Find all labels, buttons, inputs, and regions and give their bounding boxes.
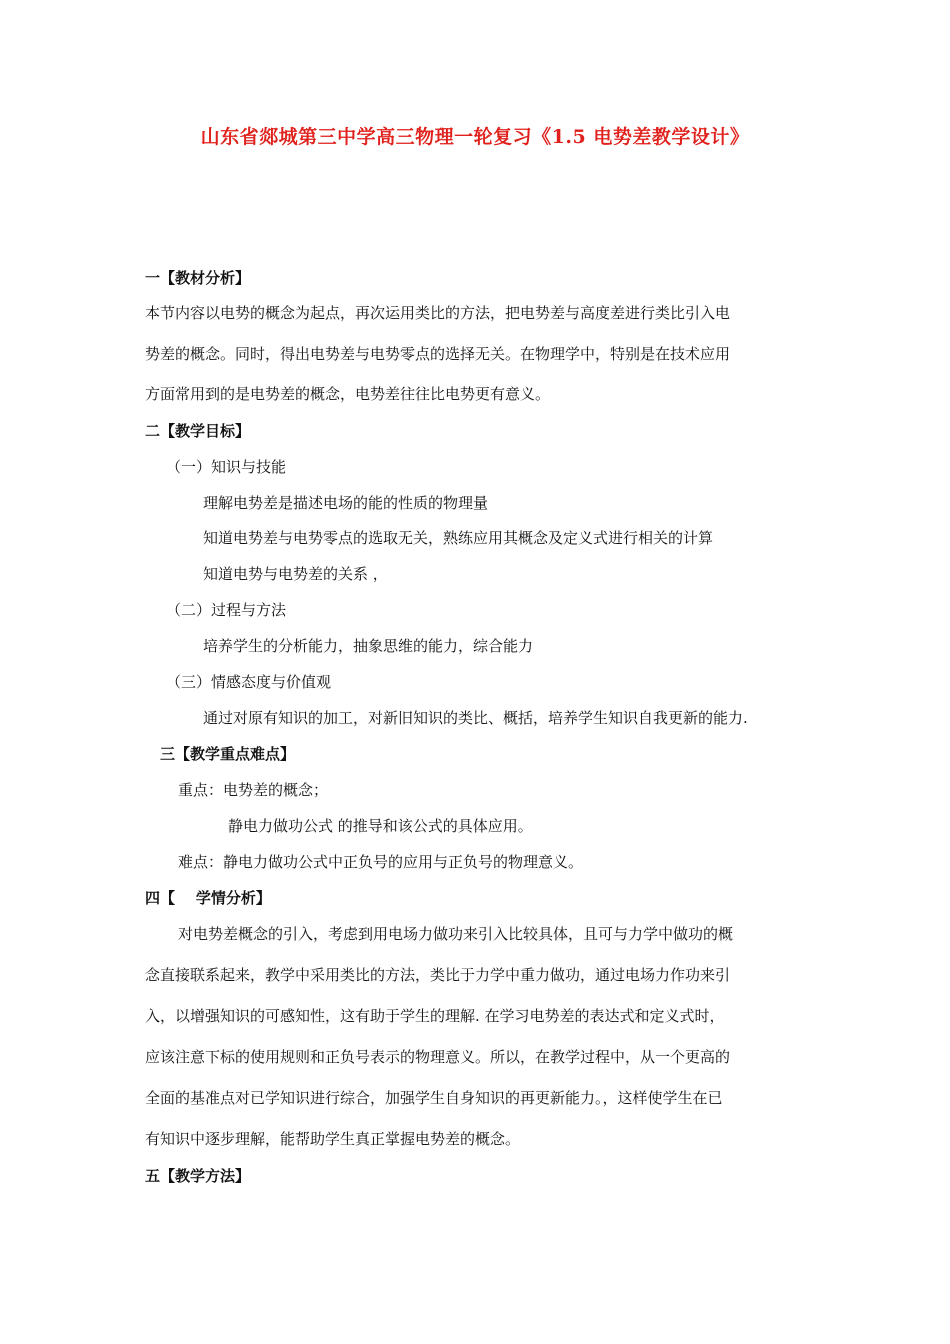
key-point: 重点：电势差的概念； bbox=[178, 781, 329, 799]
paragraph-line: 势差的概念。同时，得出电势差与电势零点的选择无关。在物理学中，特别是在技术应用 bbox=[145, 345, 731, 363]
list-item: 理解电势差是描述电场的能的性质的物理量 bbox=[203, 494, 489, 512]
paragraph-line: 念直接联系起来，教学中采用类比的方法，类比于力学中重力做功，通过电场力作功来引 bbox=[145, 966, 731, 984]
subheading: （二）过程与方法 bbox=[166, 601, 287, 619]
paragraph-line: 全面的基准点对已学知识进行综合，加强学生自身知识的再更新能力。，这样使学生在已 bbox=[145, 1089, 723, 1107]
key-point: 静电力做功公式 的推导和该公式的具体应用。 bbox=[228, 817, 533, 835]
paragraph-line: 本节内容以电势的概念为起点，再次运用类比的方法，把电势差与高度差进行类比引入电 bbox=[145, 304, 731, 322]
section-heading-3: 三【教学重点难点】 bbox=[160, 745, 296, 763]
subheading: （一）知识与技能 bbox=[166, 458, 287, 476]
list-item: 培养学生的分析能力，抽象思维的能力，综合能力 bbox=[203, 637, 534, 655]
paragraph-line: 应该注意下标的使用规则和正负号表示的物理意义。所以，在教学过程中，从一个更高的 bbox=[145, 1048, 731, 1066]
section-heading-1: 一【教材分析】 bbox=[145, 269, 251, 287]
subheading: （三）情感态度与价值观 bbox=[166, 673, 332, 691]
difficulty-point: 难点：静电力做功公式中正负号的应用与正负号的物理意义。 bbox=[178, 853, 584, 871]
document-title: 山东省郯城第三中学高三物理一轮复习《1.5 电势差教学设计》 bbox=[200, 126, 750, 148]
list-item: 通过对原有知识的加工，对新旧知识的类比、概括，培养学生知识自我更新的能力. bbox=[203, 709, 748, 727]
paragraph-line: 对电势差概念的引入，考虑到用电场力做功来引入比较具体，且可与力学中做功的概 bbox=[178, 925, 734, 943]
section-heading-5: 五【教学方法】 bbox=[145, 1167, 251, 1185]
paragraph-line: 有知识中逐步理解，能帮助学生真正掌握电势差的概念。 bbox=[145, 1130, 521, 1148]
list-item: 知道电势差与电势零点的选取无关，熟练应用其概念及定义式进行相关的计算 bbox=[203, 529, 714, 547]
section-heading-2: 二【教学目标】 bbox=[145, 422, 251, 440]
list-item: 知道电势与电势差的关系 ， bbox=[203, 565, 388, 583]
paragraph-line: 方面常用到的是电势差的概念，电势差往往比电势更有意义。 bbox=[145, 385, 551, 403]
paragraph-line: 入，以增强知识的可感知性，这有助于学生的理解. 在学习电势差的表达式和定义式时， bbox=[145, 1007, 725, 1025]
section-heading-4: 四【 学情分析】 bbox=[145, 889, 271, 907]
